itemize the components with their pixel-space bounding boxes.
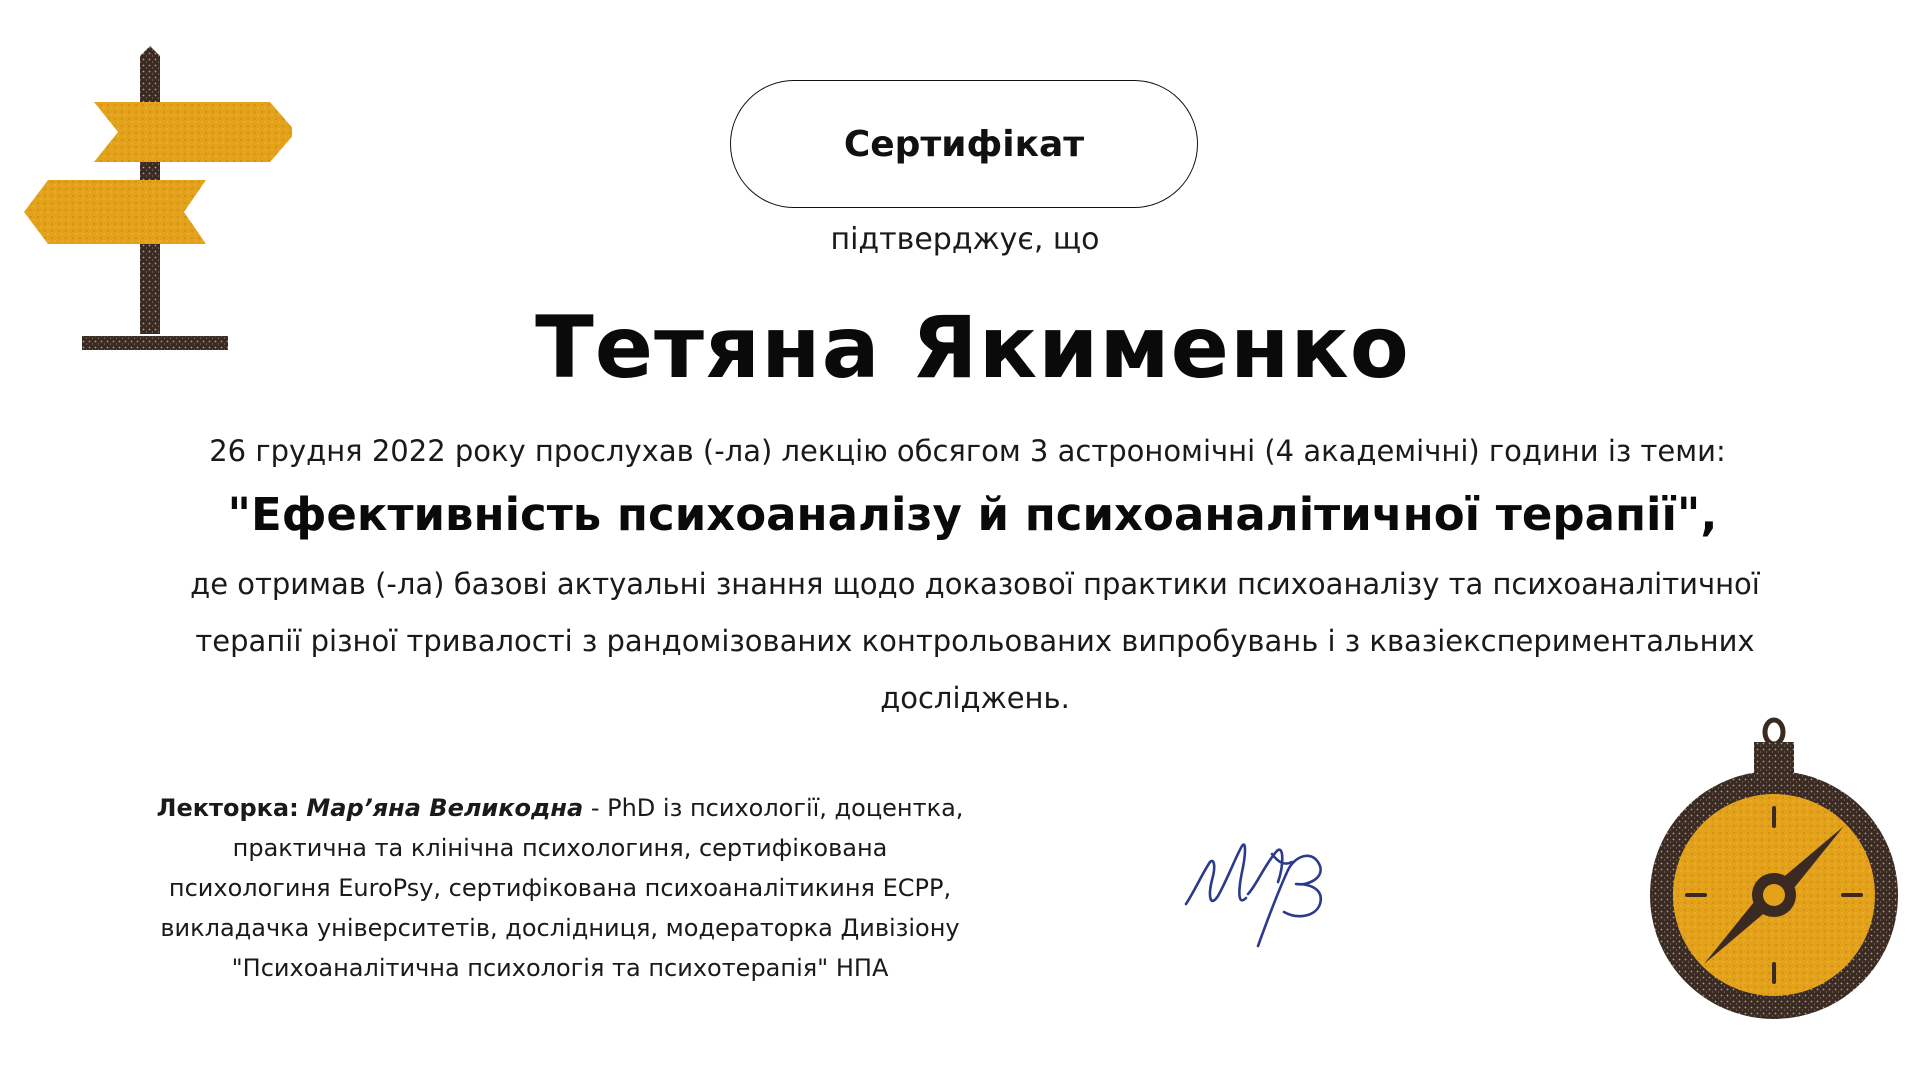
certificate-title-text: Сертифікат <box>843 123 1085 165</box>
signature <box>1180 796 1360 966</box>
certificate-title <box>730 80 1198 208</box>
lecturer-info <box>150 788 970 988</box>
lecture-details: 26 грудня 2022 року прослухав (-ла) лекцію обсягом 3 астрономічні (4 академічні) години із теми: <box>209 434 1726 468</box>
compass-icon <box>1648 712 1898 1032</box>
lecturer-bio: - PhD із психології, доцентка, практична та клінічна психологиня, сертифікована психологиня EuroPsy, сертифікована психоаналітикиня ECPP, викладачка університетів, дослідниця, модераторка Дивізіону "Психоаналітична психологія та психотерапія" НПА <box>160 794 964 982</box>
confirms-text: підтверджує, що <box>830 222 1100 257</box>
recipient-name: Тетяна Якименко <box>535 298 1410 398</box>
lecturer-name: Мар’яна Великодна <box>306 794 584 822</box>
lecture-description: де отримав (-ла) базові актуальні знання щодо доказової практики психоаналізу та психоаналітичної терапії різної тривалості з рандомізованих контрольованих випробувань і з квазіекспериментальних досліджень. <box>190 567 1760 715</box>
lecturer-label: Лекторка: <box>156 794 299 822</box>
lecture-topic: "Ефективність психоаналізу й психоаналітичної терапії", <box>227 488 1718 541</box>
